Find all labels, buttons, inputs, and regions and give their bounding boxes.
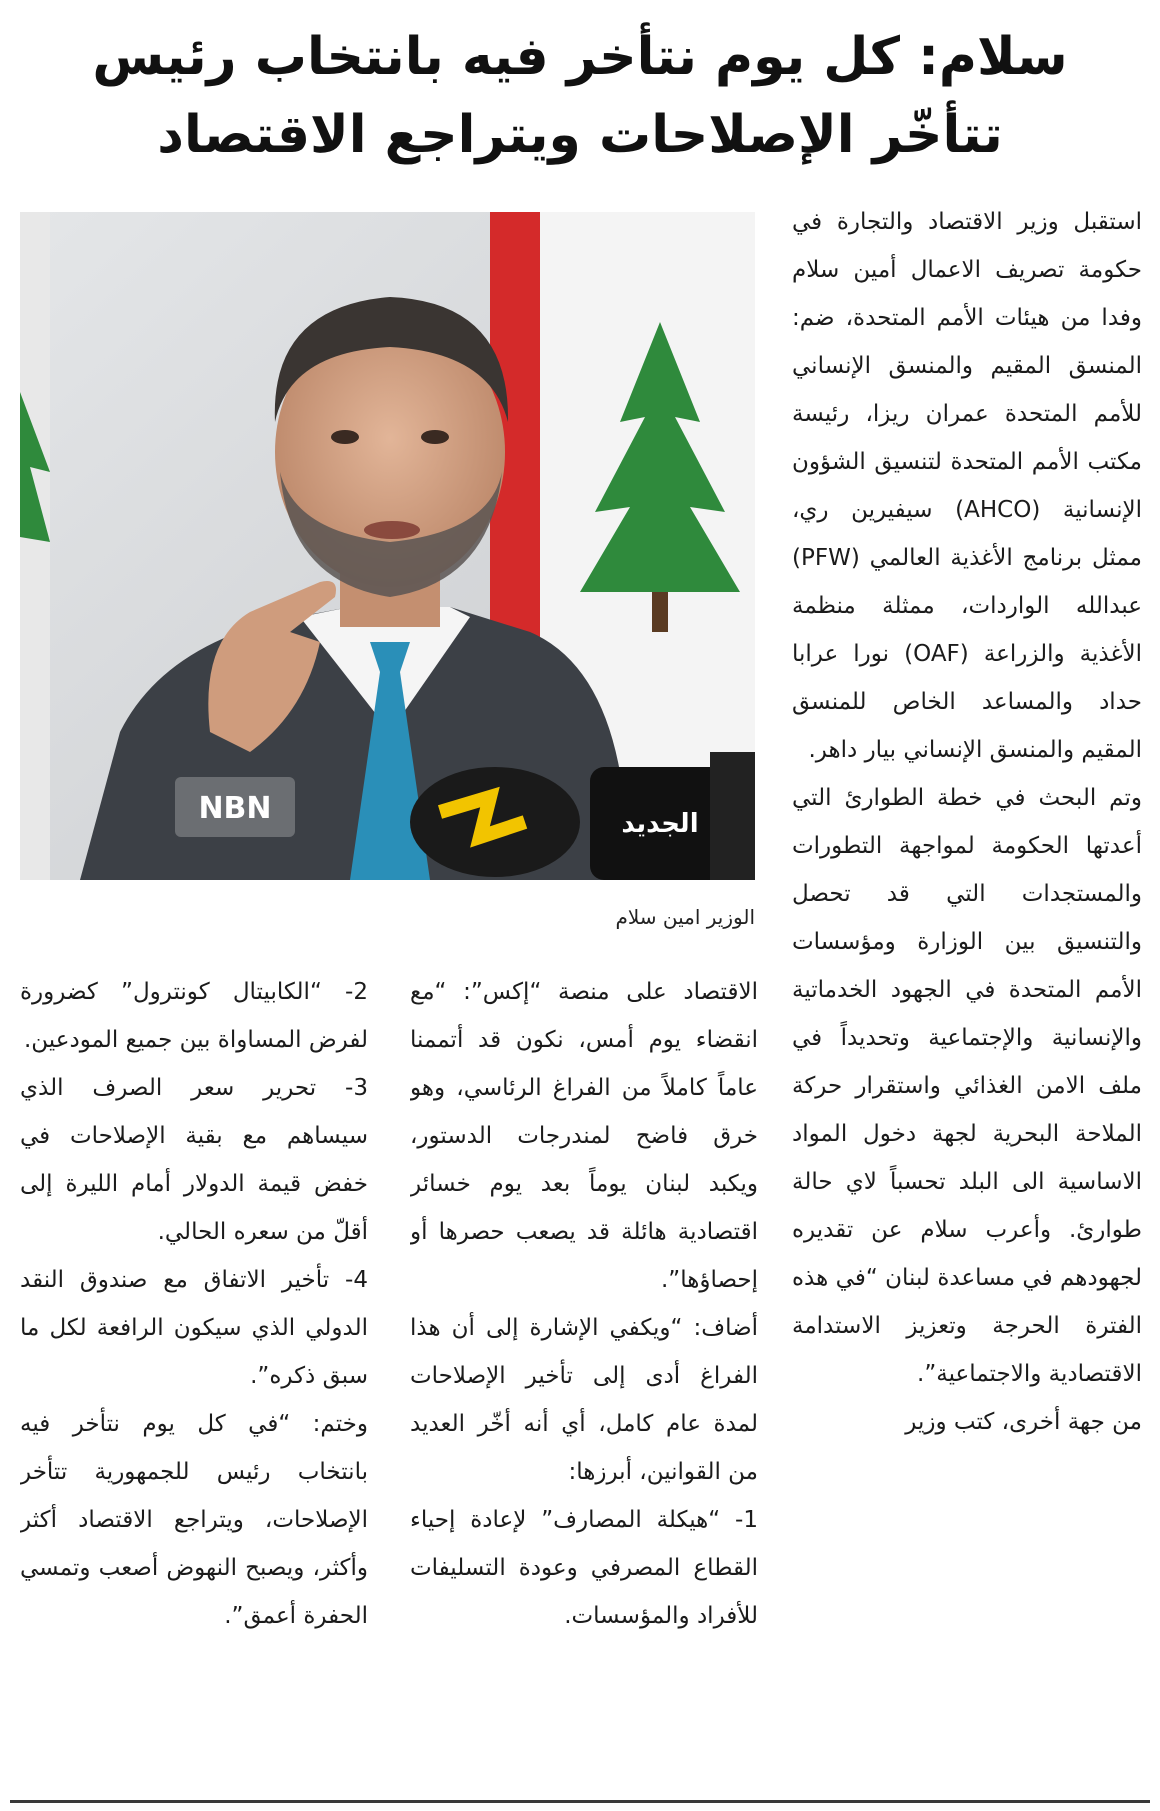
headline-line-2: تتأخّر الإصلاحات ويتراجع الاقتصاد bbox=[157, 105, 1003, 165]
paragraph: أضاف: “ويكفي الإشارة إلى أن هذا الفراغ أدى إلى تأخير الإصلاحات لمدة عام كامل، أي أنه أخّر العديد من القوانين، أبرزها: bbox=[410, 1315, 758, 1485]
paragraph: 2- “الكابيتال كونترول” كضرورة لفرض المساواة بين جميع المودعين. bbox=[20, 979, 368, 1053]
jadeed-mic-label: الجديد bbox=[621, 809, 699, 839]
paragraph: وتم البحث في خطة الطوارئ التي أعدتها الحكومة لمواجهة التطورات والمستجدات التي قد تحصل والتنسيق بين الوزارة ومؤسسات الأمم المتحدة في الجهود الخدماتية والإنسانية والإجتماعية وتحديداً في ملف الامن الغذائي واستقرار حركة الملاحة البحرية لجهة دخول المواد الاساسية الى البلد تحسباً لاي حالة طوارئ. وأعرب سلام عن تقديره لجهودهم في مساعدة لبنان “في هذه الفترة الحرجة وتعزيز الاستدامة الاقتصادية والاجتماعية”. bbox=[792, 785, 1142, 1387]
paragraph: من جهة أخرى، كتب وزير bbox=[905, 1409, 1142, 1435]
paragraph: الاقتصاد على منصة “إكس”: “مع انقضاء يوم أمس، نكون قد أتممنا عاماً كاملاً من الفراغ الرئاسي، وهو خرق فاضح لمندرجات الدستور، ويكبد لبنان يوماً بعد يوم خسائر اقتصادية هائلة قد يصعب حصرها أو إحصاؤها”. bbox=[410, 979, 758, 1293]
flag-left bbox=[20, 212, 50, 880]
article-headline bbox=[20, 18, 1140, 183]
article-column-middle bbox=[410, 968, 758, 1800]
paragraph: استقبل وزير الاقتصاد والتجارة في حكومة تصريف الاعمال أمين سلام وفدا من هيئات الأمم المتحدة، ضم: المنسق المقيم والمنسق الإنساني للأمم المتحدة عمران ريزا، رئيسة مكتب الأمم المتحدة لتنسيق الشؤون الإنسانية (AHCO) سيفيرين ري، ممثل برنامج الأغذية العالمي (PFW) عبدالله الواردات، ممثلة منظمة الأغذية والزراعة (OAF) نورا عرابا حداد والمساعد الخاص للمنسق المقيم والمنسق الإنساني بيار داهر. bbox=[792, 209, 1142, 763]
bottom-divider bbox=[10, 1800, 1150, 1803]
paragraph: وختم: “في كل يوم نتأخر فيه بانتخاب رئيس للجمهورية تتأخر الإصلاحات، ويتراجع الاقتصاد أكثر وأكثر، ويصبح النهوض أصعب وتمسي الحفرة أعمق”. bbox=[20, 1411, 368, 1629]
headline-line-1: سلام: كل يوم نتأخر فيه بانتخاب رئيس bbox=[92, 27, 1068, 87]
paragraph: 1- “هيكلة المصارف” لإعادة إحياء القطاع المصرفي وعودة التسليفات للأفراد والمؤسسات. bbox=[410, 1507, 758, 1629]
photo-caption: الوزير امين سلام bbox=[615, 905, 755, 929]
minister-photo bbox=[20, 212, 755, 880]
article-column-right bbox=[792, 198, 1142, 1798]
paragraph: 4- تأخير الاتفاق مع صندوق النقد الدولي الذي سيكون الرافعة لكل ما سبق ذكره”. bbox=[20, 1267, 368, 1389]
nbn-mic-label: NBN bbox=[198, 791, 272, 826]
paragraph: 3- تحرير سعر الصرف الذي سيساهم مع بقية الإصلاحات في خفض قيمة الدولار أمام الليرة إلى أقلّ من سعره الحالي. bbox=[20, 1075, 368, 1245]
article-column-left bbox=[20, 968, 368, 1800]
